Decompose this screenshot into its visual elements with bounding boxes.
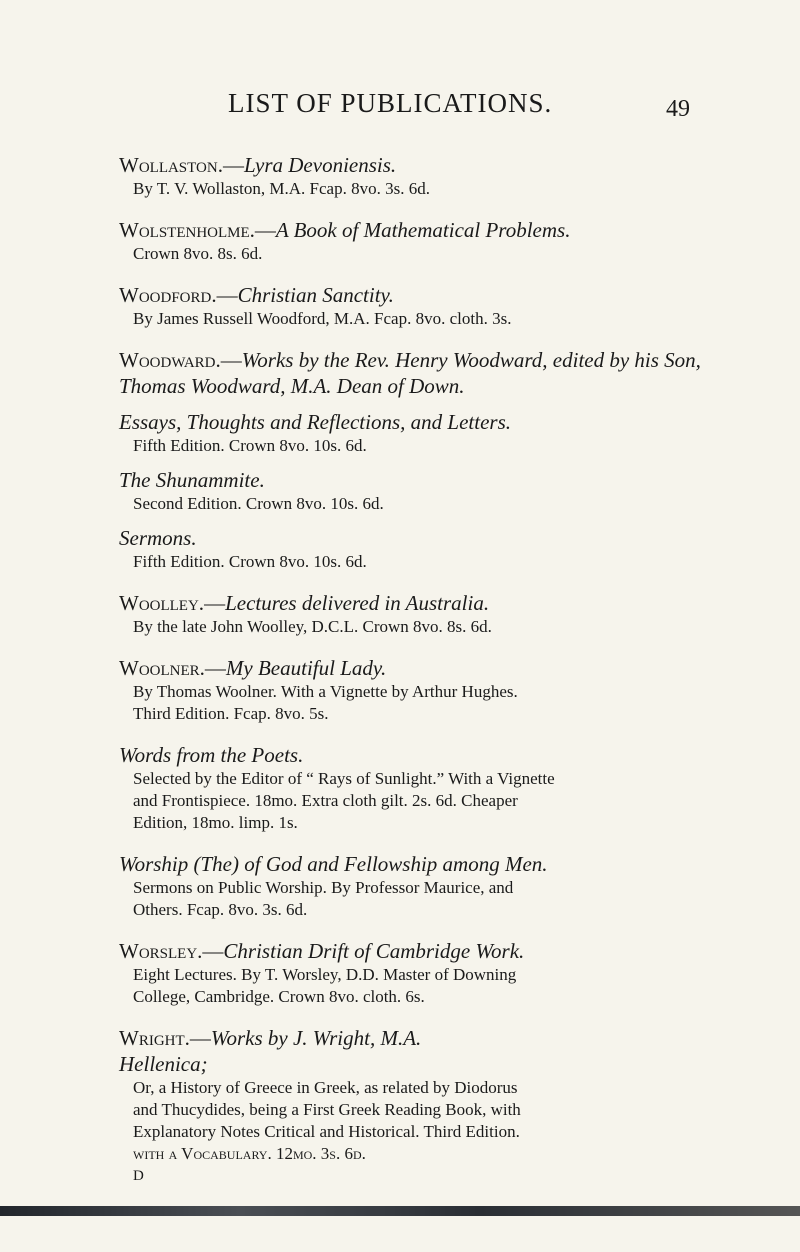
- work-item: [105, 525, 765, 573]
- work-detail: Fifth Edition. Crown 8vo. 10s. 6d.: [133, 552, 367, 571]
- work-title: The Shunammite.: [119, 468, 265, 492]
- entry-wolstenholme: Wolstenholme.—A Book of Mathematical Problems. Crown 8vo. 8s. 6d.: [105, 217, 765, 265]
- entry-author: Wolstenholme.: [119, 218, 255, 242]
- work-title: Sermons.: [119, 526, 197, 550]
- entry-author: Woodford.: [119, 283, 217, 307]
- entry-detail: Explanatory Notes Critical and Historical. Third Edition.: [133, 1122, 520, 1141]
- entry-title: A Book of Mathematical Problems.: [275, 218, 571, 242]
- entry-detail: Others. Fcap. 8vo. 3s. 6d.: [133, 900, 308, 919]
- entry-author: Wollaston.: [119, 153, 223, 177]
- entry-detail: Edition, 18mo. limp. 1s.: [133, 813, 298, 832]
- entry-detail: By Thomas Woolner. With a Vignette by Arthur Hughes.: [133, 682, 518, 701]
- scan-edge-bar: [0, 1206, 800, 1216]
- entry-detail: Sermons on Public Worship. By Professor Maurice, and: [133, 878, 514, 897]
- entry-words-from-poets: [105, 742, 765, 834]
- entry-detail: By T. V. Wollaston, M.A. Fcap. 8vo. 3s. 6d.: [133, 179, 430, 198]
- entry-title: Lectures delivered in Australia.: [225, 591, 490, 615]
- entry-author: Woodward.: [119, 348, 221, 372]
- work-detail: Second Edition. Crown 8vo. 10s. 6d.: [133, 494, 384, 513]
- entry-title: Lyra Devoniensis.: [243, 153, 397, 177]
- entry-detail: Third Edition. Fcap. 8vo. 5s.: [133, 704, 329, 723]
- entry-author: Worsley.: [119, 939, 203, 963]
- entry-author: Wright.: [119, 1026, 190, 1050]
- entry-woodward: Woodward.—Works by the Rev. Henry Woodward, edited by his Son, Thomas Woodward, M.A. Dean of Down. Essays, Thoughts and Reflections, and Letters. Fifth Edition. Crown 8vo. 10s. 6d. The Shunammite. Second Edition. Crown 8vo. 10s. 6d. Sermons. Fifth Edition. Crown 8vo. 10s. 6d.: [105, 347, 765, 573]
- work-item: [105, 467, 765, 515]
- publication-list: [105, 152, 765, 1202]
- entry-detail: Selected by the Editor of “ Rays of Sunlight.” With a Vignette: [133, 769, 555, 788]
- entry-detail: and Frontispiece. 18mo. Extra cloth gilt. 2s. 6d. Cheaper: [133, 791, 518, 810]
- entry-author: Woolley.: [119, 591, 205, 615]
- work-item: [105, 409, 765, 457]
- signature-mark: D: [133, 1168, 144, 1184]
- entry-title: Worship (The) of God and Fellowship among Men.: [119, 852, 548, 876]
- entry-title: Christian Sanctity.: [237, 283, 394, 307]
- work-detail: Fifth Edition. Crown 8vo. 10s. 6d.: [133, 436, 367, 455]
- entry-detail: Or, a History of Greece in Greek, as related by Diodorus: [133, 1078, 518, 1097]
- entry-worsley: Worsley.—Christian Drift of Cambridge Work. Eight Lectures. By T. Worsley, D.D. Master of Downing College, Cambridge. Crown 8vo. cloth. 6s.: [105, 938, 765, 1008]
- page-number: 49: [666, 96, 690, 122]
- entry-detail: By James Russell Woodford, M.A. Fcap. 8vo. cloth. 3s.: [133, 309, 512, 328]
- entry-detail: College, Cambridge. Crown 8vo. cloth. 6s.: [133, 987, 425, 1006]
- entry-woodford: Woodford.—Christian Sanctity. By James Russell Woodford, M.A. Fcap. 8vo. cloth. 3s.: [105, 282, 765, 330]
- work-title: Essays, Thoughts and Reflections, and Letters.: [119, 410, 511, 434]
- entry-title: My Beautiful Lady.: [225, 656, 387, 680]
- entry-woolley: Woolley.—Lectures delivered in Australia. By the late John Woolley, D.C.L. Crown 8vo. 8s. 6d.: [105, 590, 765, 638]
- entry-title: Works by the Rev. Henry Woodward, edited by his Son, Thomas Woodward, M.A. Dean of Down.: [119, 348, 701, 398]
- entry-worship: [105, 851, 765, 921]
- entry-detail: By the late John Woolley, D.C.L. Crown 8vo. 8s. 6d.: [133, 617, 492, 636]
- entry-title: Christian Drift of Cambridge Work.: [223, 939, 525, 963]
- entry-detail: Eight Lectures. By T. Worsley, D.D. Master of Downing: [133, 965, 517, 984]
- entry-author: Woolner.: [119, 656, 205, 680]
- entry-detail: Crown 8vo. 8s. 6d.: [133, 244, 263, 263]
- entry-wright: Wright.—Works by J. Wright, M.A. Hellenica; Or, a History of Greece in Greek, as related by Diodorus and Thucydides, being a First Greek Reading Book, with Explanatory Notes Critical and Historical. Third Edition. with a Vocabulary. 12mo. 3s. 6d. D: [105, 1025, 765, 1185]
- entry-detail: with a Vocabulary. 12mo. 3s. 6d.: [133, 1144, 366, 1163]
- entry-title: Works by J. Wright, M.A.: [210, 1026, 422, 1050]
- entry-detail: and Thucydides, being a First Greek Reading Book, with: [133, 1100, 521, 1119]
- entry-woolner: Woolner.—My Beautiful Lady. By Thomas Woolner. With a Vignette by Arthur Hughes. Third Edition. Fcap. 8vo. 5s.: [105, 655, 765, 725]
- running-title: LIST OF PUBLICATIONS.: [228, 88, 553, 118]
- page-header: [0, 88, 800, 128]
- entry-wollaston: Wollaston.—Lyra Devoniensis. By T. V. Wollaston, M.A. Fcap. 8vo. 3s. 6d.: [105, 152, 765, 200]
- work-title: Hellenica;: [119, 1052, 208, 1076]
- entry-title: Words from the Poets.: [119, 743, 304, 767]
